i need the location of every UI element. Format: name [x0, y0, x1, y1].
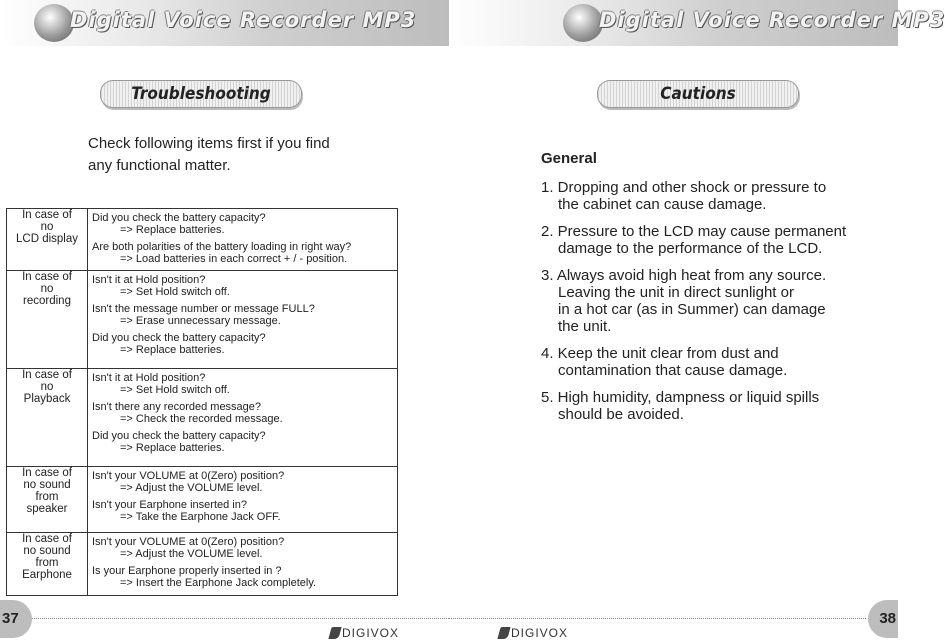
check-item	[92, 242, 393, 265]
caution-text: damage to the performance of the LCD.	[558, 240, 823, 257]
caution-text: contamination that cause damage.	[558, 362, 788, 379]
check-item	[92, 566, 393, 589]
check-remedy: => Adjust the VOLUME level.	[120, 481, 263, 494]
caution-text: 3. Always avoid high heat from any source.	[541, 267, 827, 284]
brand-name: DIGIVOX	[342, 626, 400, 640]
page-number-right: 38	[868, 600, 898, 638]
list-item	[541, 223, 871, 257]
check-question: Isn't the message number or message FULL?	[92, 303, 315, 315]
check-item	[92, 431, 393, 454]
check-question: Isn't your VOLUME at 0(Zero) position?	[92, 536, 285, 548]
brand-name: DIGIVOX	[511, 626, 569, 640]
case-text: from	[35, 491, 59, 503]
check-question: Isn't it at Hold position?	[92, 372, 206, 384]
case-text: no sound	[23, 479, 71, 491]
left-page	[0, 0, 449, 643]
case-text: In case of	[22, 209, 72, 221]
footer-rule-left	[32, 618, 449, 619]
caution-text: 1. Dropping and other shock or pressure to	[541, 179, 827, 196]
case-cell	[7, 533, 88, 596]
table-row	[7, 533, 398, 596]
list-item	[541, 389, 871, 423]
check-item	[92, 213, 393, 236]
digivox-logo-icon	[328, 627, 341, 639]
header-banner-left	[0, 0, 449, 46]
cautions-title: Cautions	[660, 84, 736, 104]
check-item	[92, 373, 393, 396]
caution-text: the unit.	[558, 318, 612, 335]
checks-cell	[88, 369, 398, 467]
case-cell	[7, 209, 88, 271]
check-remedy: => Set Hold switch off.	[120, 285, 230, 298]
case-text: In case of	[22, 271, 72, 283]
case-text: from	[35, 557, 59, 569]
check-question: Did you check the battery capacity?	[92, 332, 266, 344]
list-item	[541, 345, 871, 379]
case-text: LCD display	[16, 233, 78, 245]
check-item	[92, 402, 393, 425]
table-row	[7, 271, 398, 369]
check-item	[92, 333, 393, 356]
list-item	[541, 179, 871, 213]
check-question: Isn't it at Hold position?	[92, 274, 206, 286]
intro-line-1: Check following items first if you find	[88, 135, 330, 152]
case-text: speaker	[26, 503, 68, 515]
check-question: Isn't your VOLUME at 0(Zero) position?	[92, 470, 285, 482]
check-remedy: => Load batteries in each correct + / - position.	[120, 252, 348, 265]
check-question: Is your Earphone properly inserted in ?	[92, 565, 282, 577]
case-text: no	[40, 283, 54, 295]
header-title-right: Digital Voice Recorder MP3	[599, 8, 945, 32]
intro-line-2: any functional matter.	[88, 157, 231, 174]
checks-cell	[88, 209, 398, 271]
case-text: recording	[23, 295, 71, 307]
right-page	[449, 0, 945, 643]
list-item	[541, 267, 871, 335]
check-remedy: => Replace batteries.	[120, 441, 225, 454]
checks-cell	[88, 467, 398, 533]
check-question: Did you check the battery capacity?	[92, 212, 266, 224]
checks-cell	[88, 533, 398, 596]
check-remedy: => Adjust the VOLUME level.	[120, 547, 263, 560]
case-text: In case of	[22, 467, 72, 479]
caution-text: 5. High humidity, dampness or liquid spills	[541, 389, 820, 406]
check-item	[92, 500, 393, 523]
troubleshooting-table	[6, 208, 398, 596]
table-row	[7, 209, 398, 271]
case-text: Earphone	[22, 569, 72, 581]
case-text: Playback	[23, 393, 71, 405]
caution-text: Leaving the unit in direct sunlight or	[558, 284, 794, 301]
case-text: no	[40, 381, 54, 393]
check-question: Are both polarities of the battery loading in right way?	[92, 241, 352, 253]
check-remedy: => Check the recorded message.	[120, 412, 283, 425]
check-item	[92, 304, 393, 327]
troubleshooting-title: Troubleshooting	[131, 84, 271, 104]
recorder-logo-icon	[563, 4, 603, 42]
case-text: In case of	[22, 533, 72, 545]
caution-text: should be avoided.	[558, 406, 684, 423]
check-item	[92, 537, 393, 560]
check-remedy: => Take the Earphone Jack OFF.	[120, 510, 281, 523]
check-remedy: => Erase unnecessary message.	[120, 314, 281, 327]
caution-text: the cabinet can cause damage.	[558, 196, 767, 213]
page-number-left: 37	[0, 600, 32, 638]
checks-cell	[88, 271, 398, 369]
check-remedy: => Insert the Earphone Jack completely.	[120, 576, 317, 589]
caution-text: in a hot car (as in Summer) can damage	[558, 301, 826, 318]
caution-text: 4. Keep the unit clear from dust and	[541, 345, 779, 362]
check-question: Isn't your Earphone inserted in?	[92, 499, 247, 511]
header-banner-right	[449, 0, 945, 46]
general-heading: General	[541, 150, 597, 167]
footer-rule-right	[449, 618, 866, 619]
check-remedy: => Set Hold switch off.	[120, 383, 230, 396]
troubleshooting-intro	[88, 133, 330, 177]
check-question: Isn't there any recorded message?	[92, 401, 262, 413]
table-row	[7, 369, 398, 467]
troubleshooting-title-pill	[100, 80, 302, 108]
brand-logo-left	[330, 626, 399, 640]
digivox-logo-icon	[497, 627, 510, 639]
table-row	[7, 467, 398, 533]
case-cell	[7, 271, 88, 369]
recorder-logo-icon	[34, 4, 74, 42]
check-item	[92, 471, 393, 494]
check-remedy: => Replace batteries.	[120, 343, 225, 356]
case-text: no	[40, 221, 54, 233]
case-cell	[7, 467, 88, 533]
check-item	[92, 275, 393, 298]
header-title-left: Digital Voice Recorder MP3	[70, 8, 417, 32]
cautions-list	[541, 179, 871, 433]
caution-text: 2. Pressure to the LCD may cause permanent	[541, 223, 847, 240]
cautions-title-pill	[597, 80, 799, 108]
brand-logo-right	[499, 626, 568, 640]
case-text: no sound	[23, 545, 71, 557]
case-cell	[7, 369, 88, 467]
check-remedy: => Replace batteries.	[120, 223, 225, 236]
check-question: Did you check the battery capacity?	[92, 430, 266, 442]
case-text: In case of	[22, 369, 72, 381]
